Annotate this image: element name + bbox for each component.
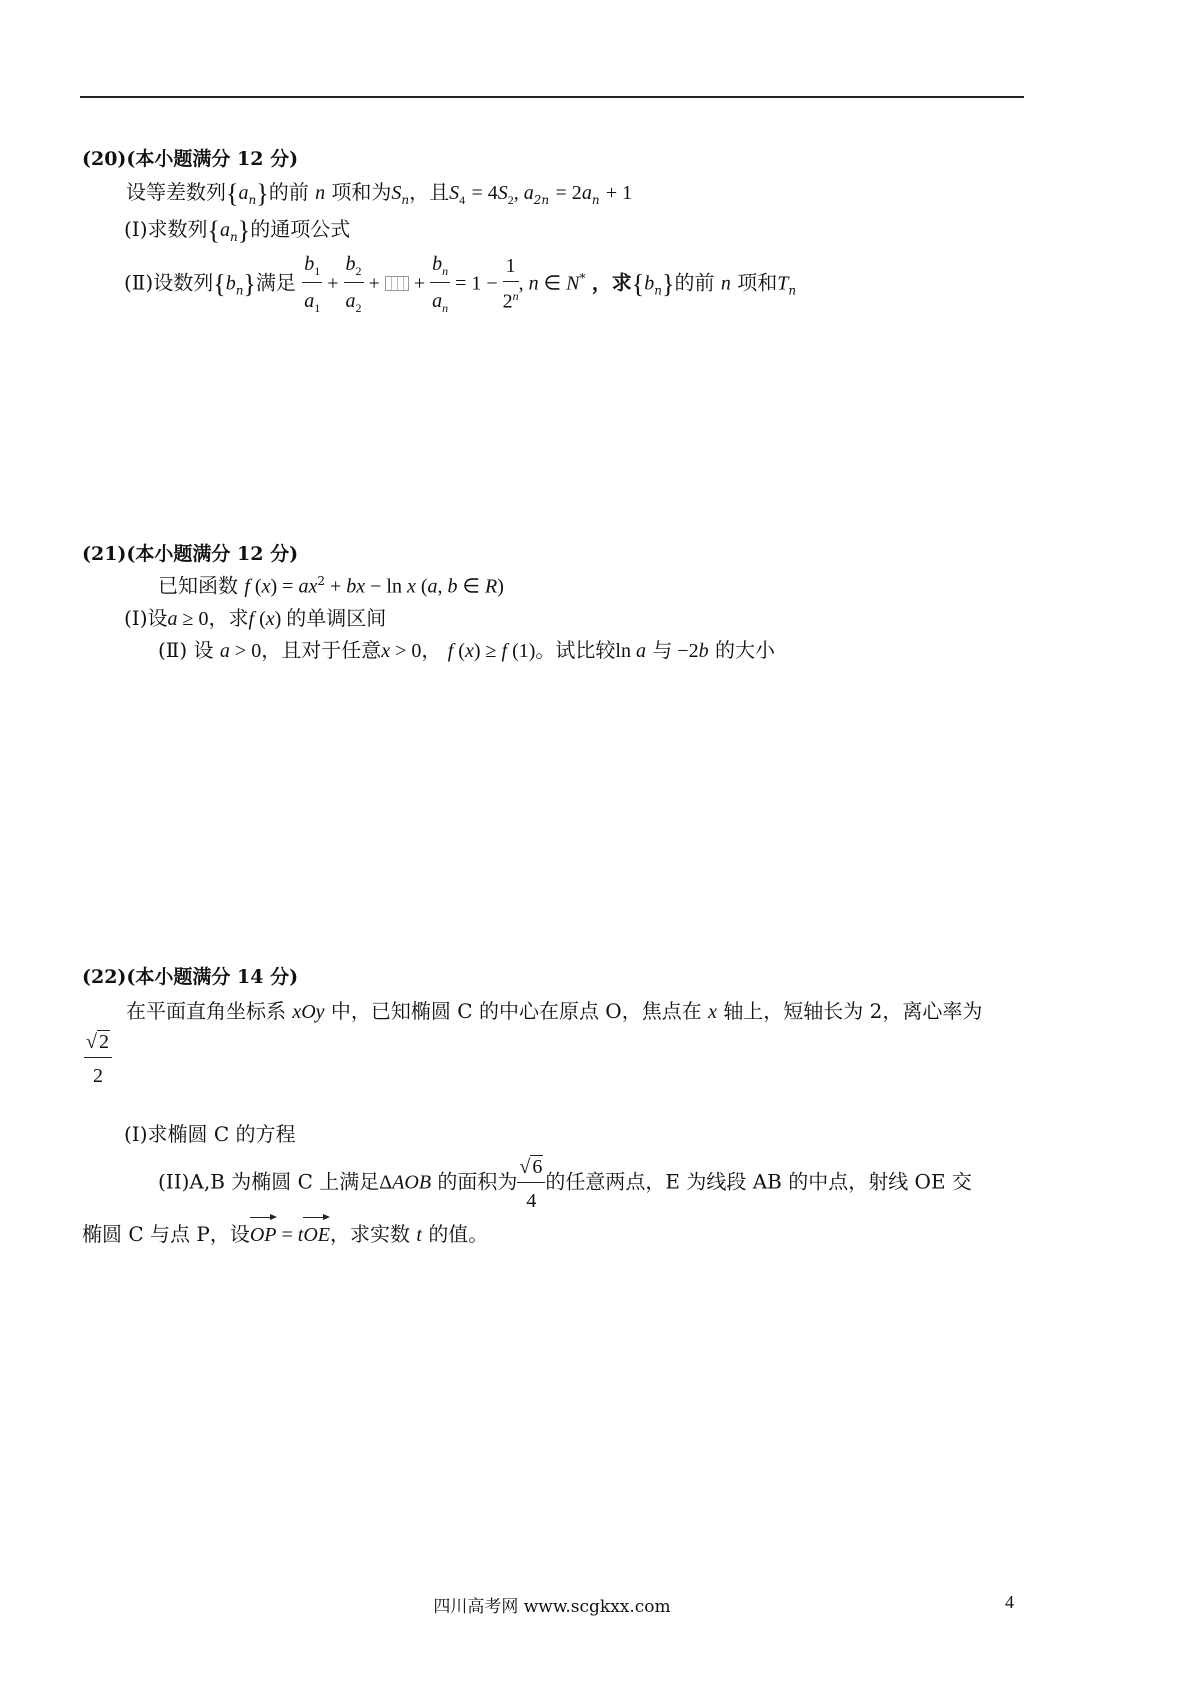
q22-eccentricity: $\frac{√ 2}{2}$ <box>84 1030 112 1086</box>
page-number: 4 <box>1005 1592 1014 1612</box>
q21-part1: (Ⅰ)设a ≥ 0，求f (x) 的单调区间 <box>124 606 387 630</box>
q21-part2: (Ⅱ) 设 a > 0，且对于任意x > 0， f (x) ≥ f (1)。试比较ln a 与 −2b 的大小 <box>158 638 775 662</box>
q22-part2-line2: 椭圆 C 与点 P，设OP = tOE，求实数 t 的值。 <box>82 1222 489 1246</box>
q20-statement: 设等差数列$\{a_n\}$的前 n 项和为$S_n$，且$S_4 = 4S_2$, $a_{2n} = 2a_n + 1$ <box>126 179 633 208</box>
ellipsis-glyph <box>385 276 409 291</box>
q20-header: (20)(本小题满分 12 分) <box>82 148 299 170</box>
q22-statement: 在平面直角坐标系 xOy 中，已知椭圆 C 的中心在原点 O，焦点在 x 轴上，短轴长为 2，离心率为 <box>126 999 983 1023</box>
q21-header: (21)(本小题满分 12 分) <box>82 543 299 565</box>
q20-part1: (Ⅰ)求数列$\{a_n\}$的通项公式 <box>124 216 351 245</box>
footer-site: 四川高考网 www.scgkxx.com <box>433 1597 671 1617</box>
q22-part2-line1: (II)A,B 为椭圆 C 上满足ΔAOB 的面积为 $\frac{√ 6}{4}$ 的任意两点，E 为线段 AB 的中点，射线 OE 交 <box>158 1156 972 1212</box>
q20-part2: (Ⅱ)设数列$\{b_n\}$满足 $\frac{b_1}{a_1}$ + $\frac{b_2}{a_2}$ + + $\frac{b_n}{a_n}$ = 1 − $\frac{1}{2^n}$ , n ∈ N* ，求$\{b_n\}$的前 n 项和$T_n$ <box>124 253 797 315</box>
header-rule <box>80 96 1024 98</box>
q22-part1: (I)求椭圆 C 的方程 <box>124 1122 296 1146</box>
q22-header: (22)(本小题满分 14 分) <box>82 966 299 988</box>
q21-statement: 已知函数 f $(x) = ax^2$ + bx − ln x (a, b ∈ R) <box>158 573 504 598</box>
